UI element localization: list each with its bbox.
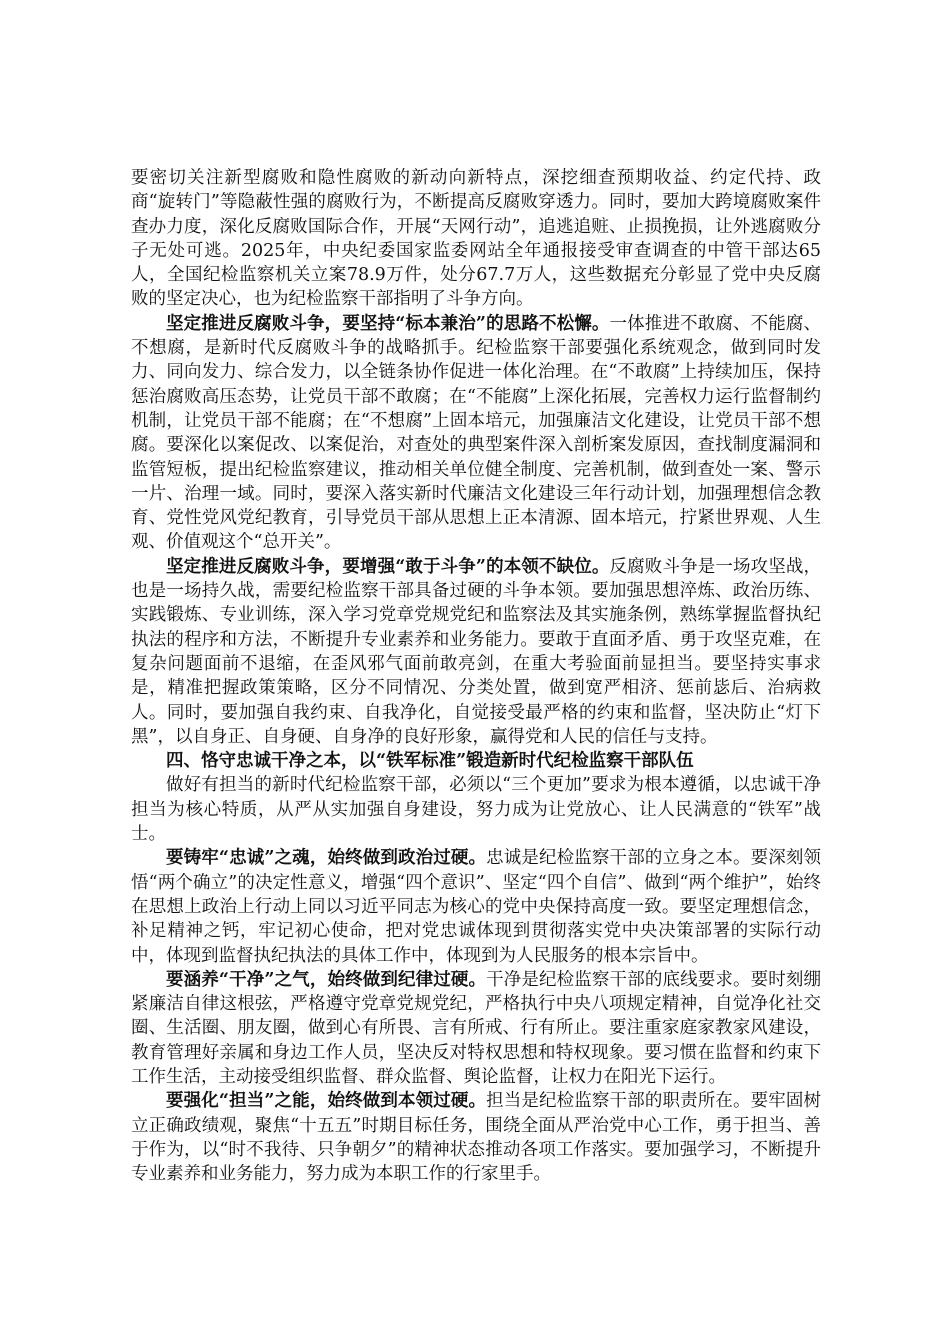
paragraph-ganyu-douzheng — [131, 555, 821, 749]
document-page — [131, 166, 821, 1186]
paragraph-dandang — [131, 1089, 821, 1186]
section-heading-four: 四、恪守忠诚干净之本，以“铁军标准”锻造新时代纪检监察干部队伍 — [166, 751, 694, 772]
paragraph-text: 要密切关注新型腐败和隐性腐败的新动向新特点，深挖细查预期收益、约定代持、政商“旋转门”等隐蔽性强的腐败行为，不断提高反腐败穿透力。同时，要加大跨境腐败案件查办力度，深化反腐败国际合作，开展“天网行动”，追逃追赃、止损挽损，让外逃腐败分子无处可逃。2025年，中央纪委国家监委网站全年通报接受审查调查的中管干部达65人，全国纪检监察机关立案78.9万件，处分67.7万人，这些数据充分彰显了党中央反腐败的坚定决心，也为纪检监察干部指明了斗争方向。 — [131, 168, 821, 310]
paragraph-zhongcheng — [131, 846, 821, 967]
paragraph-ganjing — [131, 968, 821, 1089]
paragraph-text: 忠诚是纪检监察干部的立身之本。要深刻领悟“两个确立”的决定性意义，增强“四个意识”、坚定“四个自信”、做到“两个维护”，始终在思想上政治上行动上同以习近平同志为核心的党中央保持高度一致。要坚定理想信念，补足精神之钙，牢记初心使命，把对党忠诚体现到贯彻落实党中央决策部署的实际行动中，体现到监督执纪执法的具体工作中，体现到为人民服务的根本宗旨中。 — [131, 848, 822, 966]
paragraph-lead: 要强化“担当”之能，始终做到本领过硬。 — [166, 1091, 487, 1112]
paragraph-text: 担当是纪检监察干部的职责所在。要牢固树立正确政绩观，聚焦“十五五”时期目标任务，围绕全面从严治党中心工作，勇于担当、善于作为，以“时不我待、只争朝夕”的精神状态推动各项工作落实。要加强学习，不断提升专业素养和业务能力，努力成为本职工作的行家里手。 — [131, 1091, 822, 1185]
paragraph-biaoben-jianzhi — [131, 312, 821, 555]
paragraph-text: 做好有担当的新时代纪检监察干部，必须以“三个更加”要求为根本遵循，以忠诚干净担当为核心特质，从严从实加强自身建设，努力成为让党放心、让人民满意的“铁军”战士。 — [131, 775, 821, 845]
paragraph-lead: 坚定推进反腐败斗争，要坚持“标本兼治”的思路不松懈。 — [166, 313, 610, 334]
paragraph-continuation — [131, 166, 821, 312]
paragraph-lead: 要铸牢“忠诚”之魂，始终做到政治过硬。 — [166, 848, 487, 869]
paragraph-section-intro — [131, 773, 821, 846]
paragraph-lead: 坚定推进反腐败斗争，要增强“敢于斗争”的本领不缺位。 — [166, 556, 610, 577]
paragraph-text: 干净是纪检监察干部的底线要求。要时刻绷紧廉洁自律这根弦，严格遵守党章党规党纪，严格执行中央八项规定精神，自觉净化社交圈、生活圈、朋友圈，做到心有所畏、言有所戒、行有所止。要注重家庭家教家风建设，教育管理好亲属和身边工作人员，坚决反对特权思想和特权现象。要习惯在监督和约束下工作生活，主动接受组织监督、群众监督、舆论监督，让权力在阳光下运行。 — [131, 969, 822, 1087]
paragraph-text: 反腐败斗争是一场攻坚战，也是一场持久战，需要纪检监察干部具备过硬的斗争本领。要加强思想淬炼、政治历练、实践锻炼、专业训练，深入学习党章党规党纪和监察法及其实施条例，熟练掌握监督执纪执法的程序和方法，不断提升专业素养和业务能力。要敢于直面矛盾、勇于攻坚克难，在复杂问题面前不退缩，在歪风邪气面前敢亮剑，在重大考验面前显担当。要坚持实事求是，精准把握政策策略，区分不同情况、分类处置，做到宽严相济、惩前毖后、治病救人。同时，要加强自我约束、自我净化，自觉接受最严格的约束和监督，坚决防止“灯下黑”，以自身正、自身硬、自身净的良好形象，赢得党和人民的信任与支持。 — [131, 556, 821, 747]
paragraph-lead: 要涵养“干净”之气，始终做到纪律过硬。 — [166, 969, 487, 990]
paragraph-text: 一体推进不敢腐、不能腐、不想腐，是新时代反腐败斗争的战略抓手。纪检监察干部要强化系统观念，做到同时发力、同向发力、综合发力，以全链条协作促进一体化治理。在“不敢腐”上持续加压，保持惩治腐败高压态势，让党员干部不敢腐；在“不能腐”上深化拓展，完善权力运行监督制约机制，让党员干部不能腐；在“不想腐”上固本培元，加强廉洁文化建设，让党员干部不想腐。要深化以案促改、以案促治，对查处的典型案件深入剖析案发原因，查找制度漏洞和监管短板，提出纪检监察建议，推动相关单位健全制度、完善机制，做到查处一案、警示一片、治理一域。同时，要深入落实新时代廉洁文化建设三年行动计划，加强理想信念教育、党性党风党纪教育，引导党员干部从思想上正本清源、固本培元，拧紧世界观、人生观、价值观这个“总开关”。 — [131, 313, 821, 553]
